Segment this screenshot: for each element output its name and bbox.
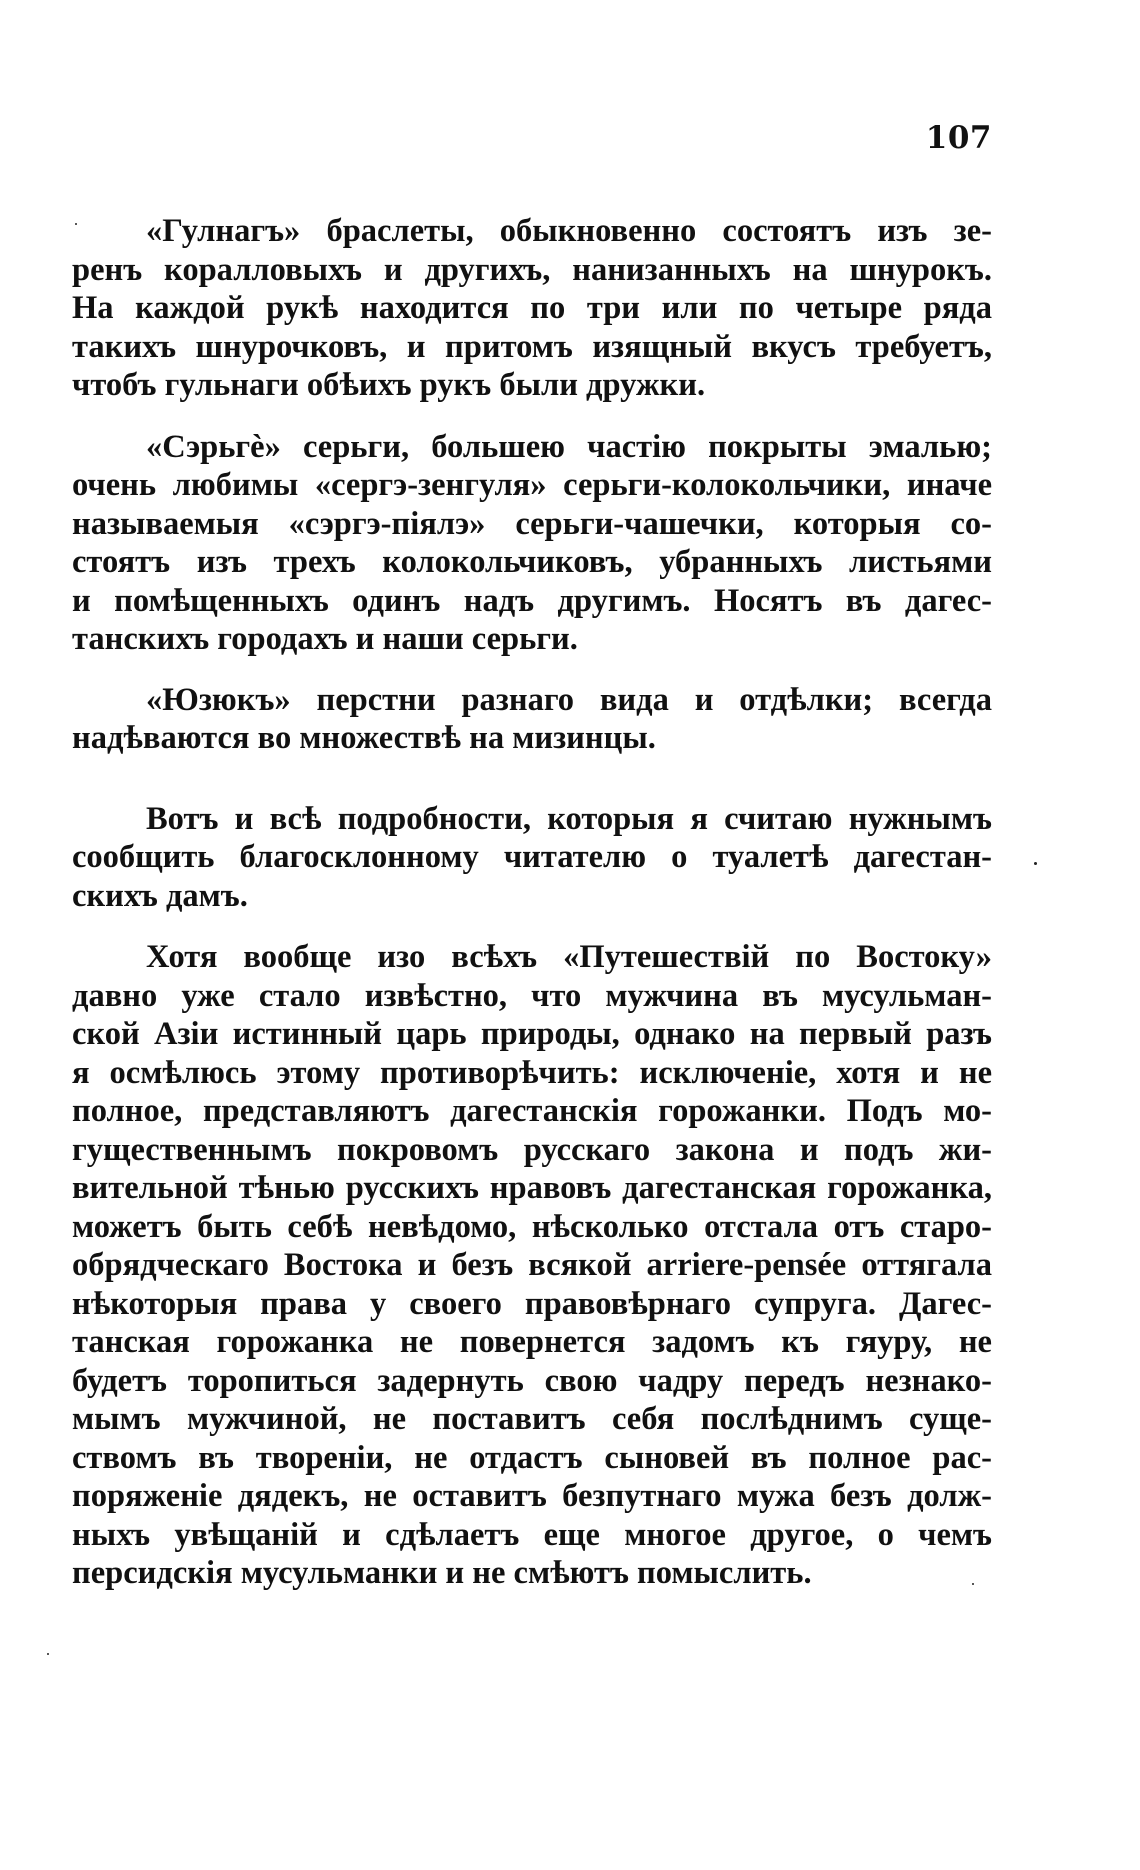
text-line: нѣкоторыя права у своего правовѣрнаго супруга. Дагес- <box>72 1285 992 1322</box>
text-line: стоятъ изъ трехъ колокольчиковъ, убранныхъ листьями <box>72 544 992 580</box>
text-line: ренъ коралловыхъ и другихъ, нанизанныхъ на шнурокъ. <box>72 251 992 288</box>
text-line: танскихъ городахъ и наши серьги. <box>72 621 578 657</box>
text-line: ныхъ увѣщаній и сдѣлаетъ еще многое другое, о чемъ <box>72 1516 992 1553</box>
text-line: полное, представляютъ дагестанскія горожанки. Подъ мо- <box>72 1093 992 1129</box>
text-line: поряженіе дядекъ, не оставитъ безпутнаго мужа безъ долж- <box>72 1478 992 1514</box>
text-line: персидскія мусульманки и не смѣютъ помыслить. <box>72 1555 812 1591</box>
text-line: сообщить благосклонному читателю о туалетѣ дагестан- <box>72 839 992 875</box>
text-line: чтобъ гульнаги обѣихъ рукъ были дружки. <box>72 367 706 403</box>
text-line: гущественнымъ покровомъ русскаго закона и подъ жи- <box>72 1131 992 1168</box>
text-line: Вотъ и всѣ подробности, которыя я считаю нужнымъ <box>146 800 992 837</box>
text-line: «Юзюкъ» перстни разнаго вида и отдѣлки; всегда <box>146 681 992 718</box>
paragraph-earrings <box>72 428 992 659</box>
text-line: очень любимы «сергэ-зенгуля» серьги-колокольчики, иначе <box>72 467 992 503</box>
text-line: обрядческаго Востока и безъ всякой arriere-pensée оттягала <box>72 1247 992 1283</box>
text-line: давно уже стало извѣстно, что мужчина въ мусульман- <box>72 977 992 1014</box>
paragraph-summary <box>72 800 992 916</box>
scan-speck <box>972 1583 974 1585</box>
paragraph-rings <box>72 681 992 758</box>
text-line: я осмѣлюсь этому противорѣчить: исключеніе, хотя и не <box>72 1054 992 1091</box>
text-line: скихъ дамъ. <box>72 877 248 914</box>
text-line: «Гулнагъ» браслеты, обыкновенно состоятъ изъ зе- <box>146 213 992 249</box>
text-line: можетъ быть себѣ невѣдомо, нѣсколько отстала отъ старо- <box>72 1208 992 1245</box>
text-line: вительной тѣнью русскихъ нравовъ дагестанская горожанка, <box>72 1170 992 1206</box>
scan-speck <box>75 223 77 225</box>
paragraph-bracelets <box>72 212 992 405</box>
text-line: танская горожанка не повернется задомъ къ гяуру, не <box>72 1324 992 1360</box>
body-text <box>72 212 992 1593</box>
text-line: и помѣщенныхъ одинъ надъ другимъ. Носятъ въ дагес- <box>72 582 992 619</box>
text-line: такихъ шнурочковъ, и притомъ изящный вкусъ требуетъ, <box>72 328 992 365</box>
text-line: Хотя вообще изо всѣхъ «Путешествій по Востоку» <box>146 939 992 975</box>
text-line: называемыя «сэргэ-піялэ» серьги-чашечки, которыя со- <box>72 505 992 542</box>
text-line: «Сэрьгè» серьги, большею частію покрыты эмалью; <box>146 428 992 465</box>
page-number: 107 <box>925 120 992 156</box>
text-line: мымъ мужчиной, не поставитъ себя послѣднимъ суще- <box>72 1401 992 1437</box>
scan-speck <box>1034 862 1037 865</box>
paragraph-townswomen <box>72 938 992 1593</box>
text-line: На каждой рукѣ находится по три или по четыре ряда <box>72 290 992 326</box>
text-line: ствомъ въ твореніи, не отдастъ сыновей въ полное рас- <box>72 1439 992 1476</box>
scan-speck <box>47 1653 49 1655</box>
text-line: ской Азіи истинный царь природы, однако на первый разъ <box>72 1016 992 1052</box>
text-line: надѣваются во множествѣ на мизинцы. <box>72 720 656 756</box>
text-line: будетъ торопиться задернуть свою чадру передъ незнако- <box>72 1362 992 1399</box>
